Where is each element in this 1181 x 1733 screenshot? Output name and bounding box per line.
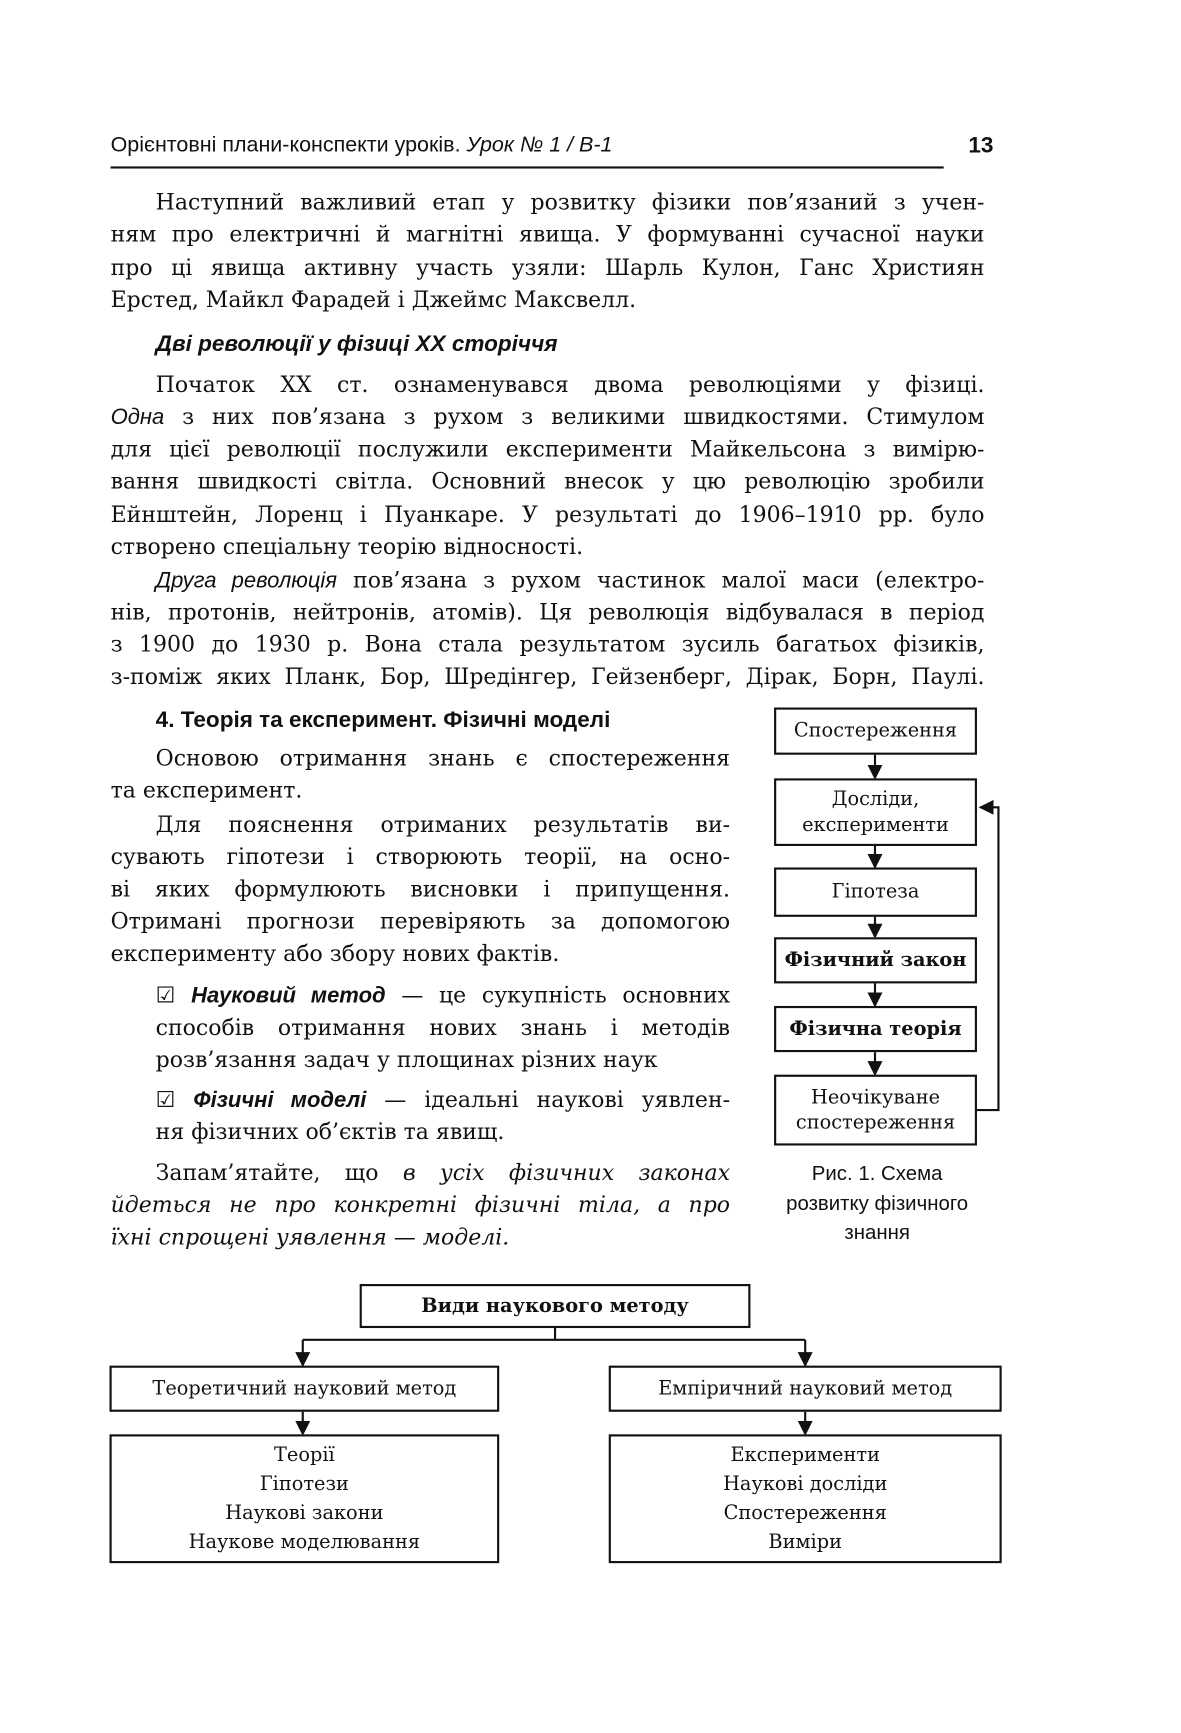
- para2-line4: вання швидкості світла. Основний внесок у цю революцію зробили: [110, 468, 985, 494]
- theoretical-method-box: Теоретичний науковий метод: [110, 1366, 500, 1412]
- para1-line3: про ці явища активну участь узяли: Шарль Кулон, Ганс Християн: [110, 254, 985, 281]
- para5-line1: Для пояснення отриманих результатів ви-: [155, 811, 731, 838]
- remember-line1: Запам’ятайте, що в усіх фізичних законах: [155, 1159, 731, 1186]
- para2-line2: Одна з них пов’язана з рухом з великими швидкостями. Стимулом: [110, 403, 985, 430]
- flow-box-unexpected-observation: Неочікуване спостереження: [774, 1075, 977, 1146]
- def1-line2: способів отримання нових знань і методів: [155, 1014, 731, 1041]
- para1-line1: Наступний важливий етап у розвитку фізики пов’язаний з учен-: [155, 188, 985, 215]
- para3-line4: з-поміж яких Планк, Бор, Шредінгер, Гейзенберг, Дірак, Борн, Паулі.: [110, 663, 985, 690]
- figure-caption: Рис. 1. Схема розвитку фізичного знання: [786, 1162, 969, 1245]
- def1-line3: розв’язання задач у площинах різних наук: [155, 1046, 658, 1073]
- para4-line1: Основою отримання знань є спостереження: [155, 745, 731, 771]
- para3-line3: з 1900 до 1930 р. Вона стала результатом зусиль багатьох фізиків,: [110, 631, 985, 658]
- para3-line1: Друга революція пов’язана з рухом частинок малої маси (електро-: [155, 566, 985, 593]
- flow-box-physical-law: Фізичний закон: [774, 937, 977, 983]
- flow-box-experiments: Досліди, експерименти: [774, 778, 977, 846]
- section4-heading: 4. Теорія та експеримент. Фізичні моделі: [155, 707, 611, 733]
- page-number: 13: [968, 133, 994, 158]
- section-heading: Дві революції у фізиці ХХ сторіччя: [155, 331, 558, 357]
- list-item: Гіпотези: [259, 1472, 349, 1496]
- def2-line2: ня фізичних об’єктів та явищ.: [155, 1118, 505, 1145]
- list-item: Спостереження: [723, 1501, 887, 1525]
- para2-line6: створено спеціальну теорію відносності.: [110, 533, 584, 560]
- para2-line3: для цієї революції послужили експерименти Майкельсона з вимірю-: [110, 435, 985, 462]
- para1-line4: Ерстед, Майкл Фарадей і Джеймс Максвелл.: [110, 286, 637, 313]
- lesson-ref: Урок № 1 / В-1: [466, 133, 613, 157]
- checkbox-icon: ☑: [155, 1086, 176, 1113]
- def1-line1: ☑ Науковий метод — це сукупність основних: [155, 982, 731, 1009]
- running-title: Орієнтовні плани-конспекти уроків. Урок № 1 / В-1: [110, 133, 613, 157]
- list-item: Теорії: [274, 1443, 335, 1467]
- theoretical-items-box: [110, 1434, 500, 1563]
- remember-line3: їхні спрощені уявлення — моделі.: [110, 1223, 510, 1250]
- para3-line2: нів, протонів, нейтронів, атомів). Ця революція відбувалася в період: [110, 599, 985, 625]
- flow-box-observation: Спостереження: [774, 708, 977, 755]
- flow-box-hypothesis: Гіпотеза: [774, 867, 977, 916]
- para2-line1: Початок ХХ ст. ознаменувався двома революціями у фізиці.: [155, 371, 985, 398]
- list-item: Наукові закони: [225, 1501, 384, 1525]
- def2-line1: ☑ Фізичні моделі — ідеальні наукові уявлен-: [155, 1086, 731, 1113]
- para5-line4: Отримані прогнози перевіряють за допомогою: [110, 908, 731, 935]
- checkbox-icon: ☑: [155, 982, 176, 1009]
- empirical-method-box: Емпіричний науковий метод: [609, 1366, 1002, 1412]
- list-item: Виміри: [768, 1530, 842, 1554]
- para1-line2: ням про електричні й магнітні явища. У формуванні сучасної науки: [110, 221, 985, 247]
- para5-line5: експерименту або збору нових фактів.: [110, 940, 560, 967]
- para4-line2: та експеримент.: [110, 777, 303, 804]
- methods-top-box: Види наукового методу: [360, 1284, 751, 1328]
- list-item: Експерименти: [730, 1443, 880, 1467]
- list-item: Наукове моделювання: [188, 1530, 421, 1554]
- list-item: Наукові досліди: [723, 1472, 888, 1496]
- para5-line3: ві яких формулюють висновки і припущення.: [110, 876, 731, 902]
- flow-box-physical-theory: Фізична теорія: [774, 1006, 977, 1052]
- remember-line2: йдеться не про конкретні фізичні тіла, а про: [110, 1191, 731, 1218]
- empirical-items-box: [609, 1434, 1002, 1563]
- para2-line5: Ейнштейн, Лоренц і Пуанкаре. У результаті до 1906–1910 рр. було: [110, 501, 985, 528]
- para5-line2: сувають гіпотези і створюють теорії, на осно-: [110, 843, 731, 870]
